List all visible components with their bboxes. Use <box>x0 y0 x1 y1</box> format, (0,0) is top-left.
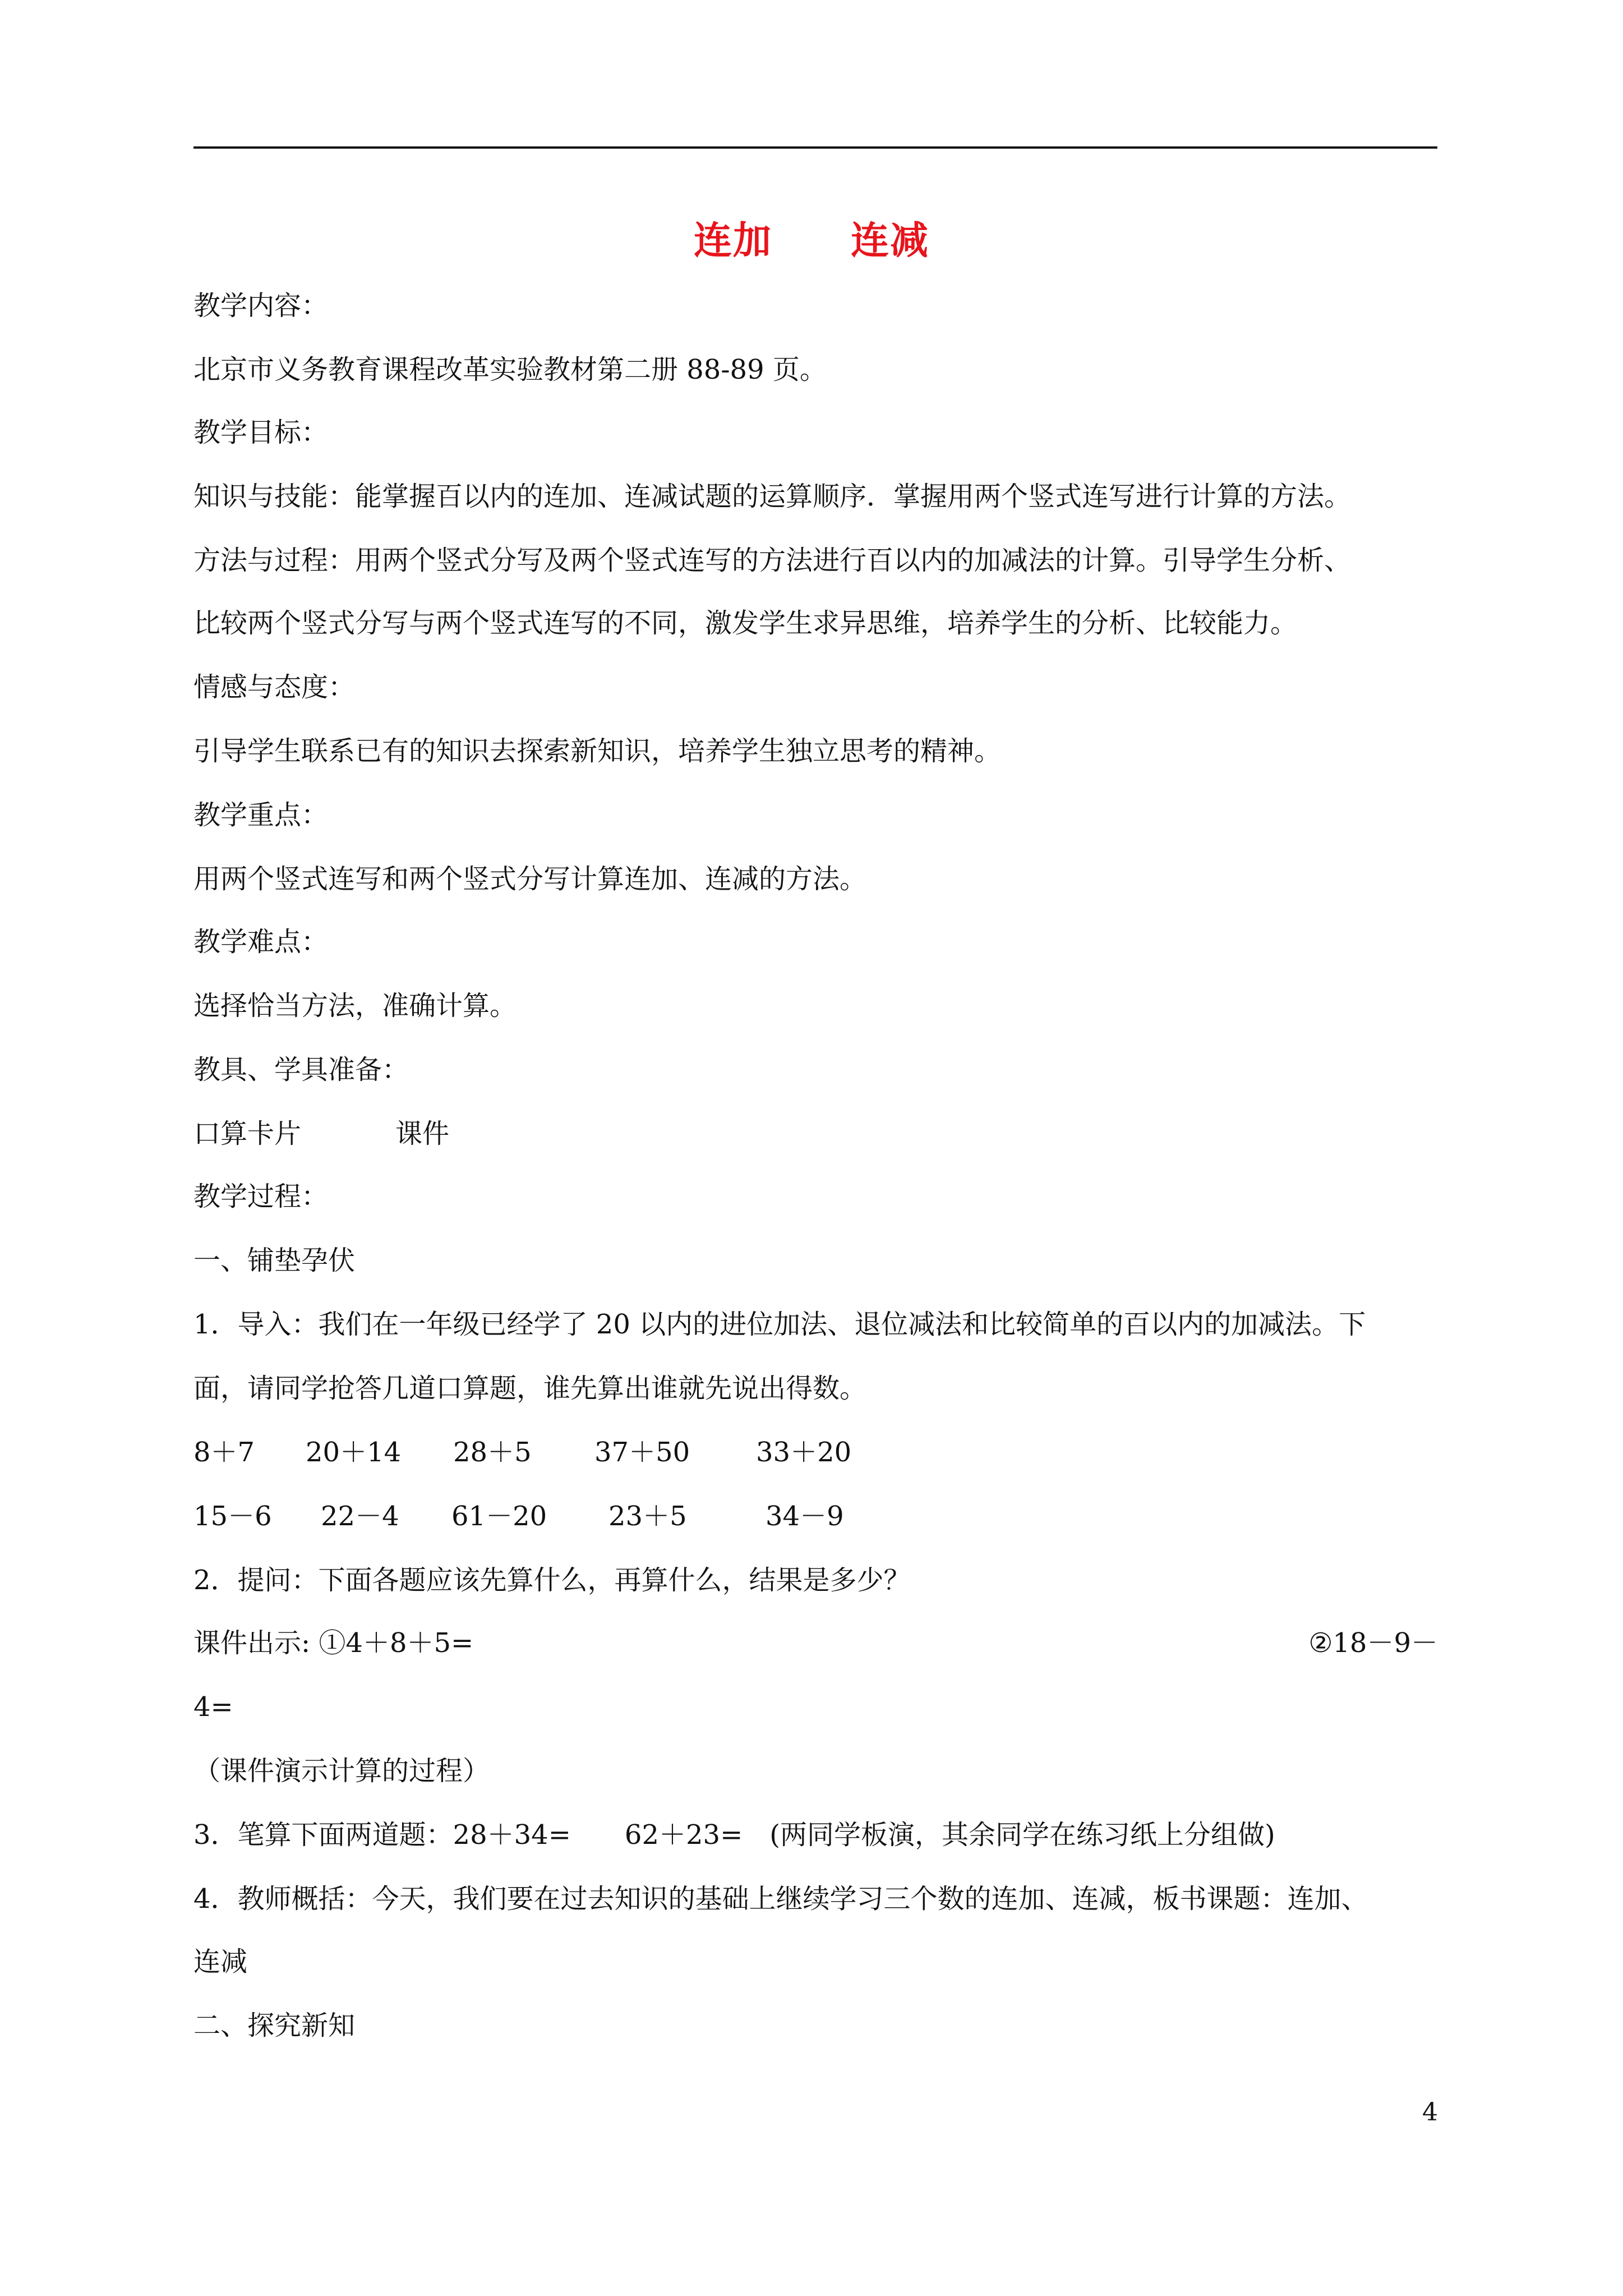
paragraph-intro-1: 1．导入：我们在一年级已经学了 20 以内的进位加法、退位减法和比较简单的百以内的加减法。下 <box>193 1309 1366 1340</box>
mental-math-item: 22－4 <box>321 1501 399 1532</box>
paragraph-demo: （课件演示计算的过程） <box>193 1755 490 1787</box>
paragraph-method-process-2: 比较两个竖式分写与两个竖式连写的不同，激发学生求异思维，培养学生的分析、比较能力。 <box>193 608 1298 639</box>
section-two-title: 二、探究新知 <box>193 2010 356 2041</box>
mental-math-item: 34－9 <box>766 1501 844 1532</box>
paragraph-method-process-1: 方法与过程：用两个竖式分写及两个竖式连写的方法进行百以内的加减法的计算。引导学生分析、 <box>193 545 1352 576</box>
paragraph-difficulties: 选择恰当方法，准确计算。 <box>193 990 517 1022</box>
mental-math-item: 61－20 <box>451 1501 547 1532</box>
paragraph-knowledge-skills: 知识与技能：能掌握百以内的连加、连减试题的运算顺序．掌握用两个竖式连写进行计算的方法。 <box>193 481 1352 512</box>
heading-process: 教学过程： <box>193 1181 329 1212</box>
heading-difficulties: 教学难点： <box>193 926 329 958</box>
courseware-display-1: 课件出示: ①4＋8＋5= <box>193 1627 474 1659</box>
header-rule <box>193 146 1437 149</box>
materials-cards: 口算卡片 <box>193 1118 302 1149</box>
document-title: 连加 连减 <box>693 218 929 263</box>
section-one-title: 一、铺垫孕伏 <box>193 1245 356 1276</box>
paragraph-written-calc: 3．笔算下面两道题：28＋34= 62＋23= (两同学板演，其余同学在练习纸上分组做) <box>193 1819 1275 1851</box>
mental-math-item: 28＋5 <box>453 1437 532 1468</box>
paragraph-summary-1: 4．教师概括：今天，我们要在过去知识的基础上继续学习三个数的连加、连减，板书课题：连加、 <box>193 1883 1368 1915</box>
heading-teaching-content: 教学内容： <box>193 290 329 321</box>
paragraph-textbook: 北京市义务教育课程改革实验教材第二册 88-89 页。 <box>193 354 827 385</box>
heading-key-points: 教学重点： <box>193 799 329 831</box>
mental-math-item: 8＋7 <box>193 1437 255 1468</box>
mental-math-item: 20＋14 <box>306 1437 402 1468</box>
page-number: 4 <box>1422 2098 1438 2127</box>
mental-math-item: 23＋5 <box>608 1501 687 1532</box>
paragraph-question: 2．提问：下面各题应该先算什么，再算什么，结果是多少？ <box>193 1565 911 1596</box>
courseware-display-2: ②18－9－ <box>1308 1627 1438 1659</box>
heading-teaching-goals: 教学目标： <box>193 417 329 448</box>
paragraph-emotion-attitude: 引导学生联系已有的知识去探索新知识，培养学生独立思考的精神。 <box>193 735 1002 767</box>
courseware-display-2-cont: 4= <box>193 1691 233 1723</box>
mental-math-item: 33＋20 <box>756 1437 852 1468</box>
paragraph-summary-2: 连减 <box>193 1946 248 1977</box>
mental-math-item: 15－6 <box>193 1501 272 1532</box>
materials-courseware: 课件 <box>395 1118 450 1149</box>
paragraph-key-points: 用两个竖式连写和两个竖式分写计算连加、连减的方法。 <box>193 863 867 895</box>
mental-math-item: 37＋50 <box>594 1437 690 1468</box>
heading-emotion-attitude: 情感与态度： <box>193 671 356 703</box>
heading-materials: 教具、学具准备： <box>193 1054 409 1085</box>
paragraph-intro-2: 面，请同学抢答几道口算题，谁先算出谁就先说出得数。 <box>193 1373 867 1404</box>
